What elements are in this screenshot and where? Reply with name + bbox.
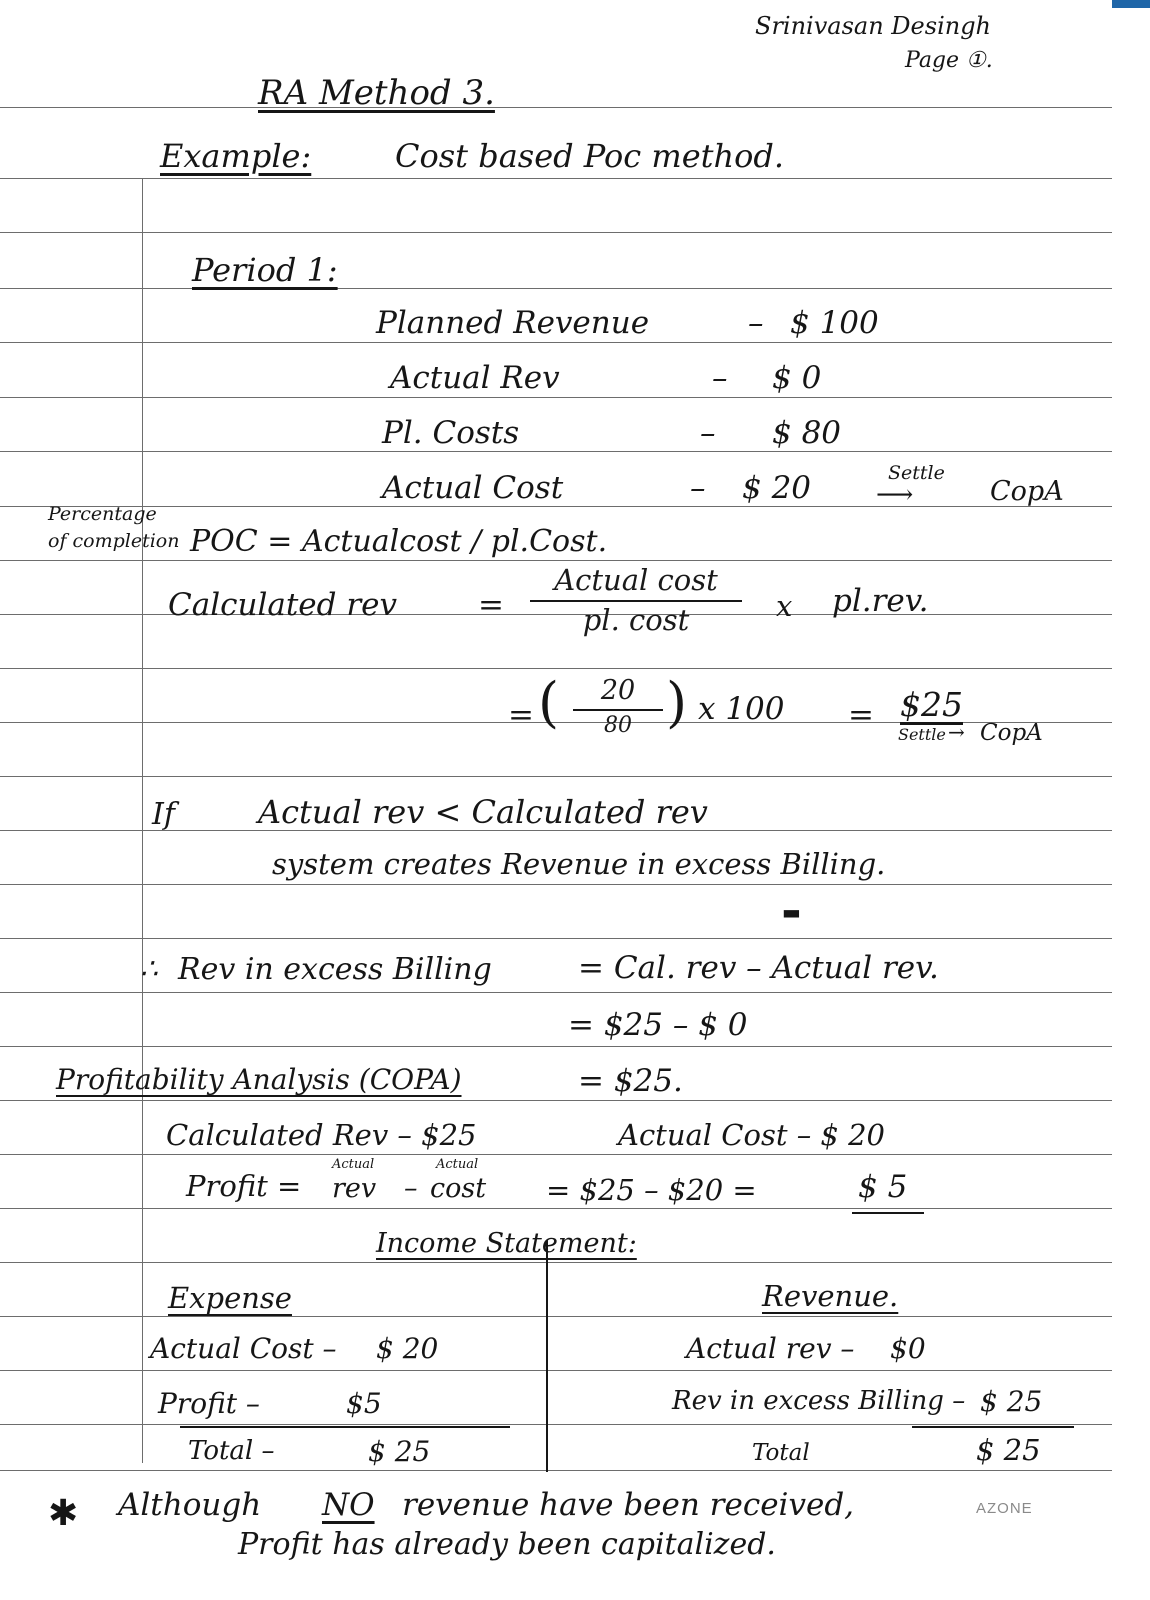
period-row-label: Planned Revenue [376,305,650,341]
period-row-label: Pl. Costs [382,415,520,451]
period-row-dash: – [712,360,728,396]
ruled-line [0,1316,1112,1317]
footnote-pre: Although [118,1487,262,1523]
ruled-line [0,938,1112,939]
calc-paren-close: ) [666,671,688,734]
footnote-line2: Profit has already been capitalized. [238,1527,776,1562]
scribble-mark: ▬ [782,900,801,924]
ruled-line [0,1208,1112,1209]
period-row-value: $ 80 [772,415,842,451]
excess-label: Rev in excess Billing [178,952,492,987]
period-row-dash: – [700,415,716,451]
period-label: Period 1: [192,251,338,289]
period-row-value: $ 20 [742,470,812,506]
calc-denominator: 80 [604,712,632,738]
result-arrow: → [948,720,965,744]
condition-statement: Actual rev < Calculated rev [258,793,708,831]
example-text: Cost based Poc method. [395,137,785,175]
copa-value: = $25. [578,1063,683,1099]
ruled-line [0,668,1112,669]
expense-row-value: $5 [346,1387,382,1420]
ruled-line [0,506,1112,507]
profit-value: $ 5 [858,1169,908,1205]
ruled-line [0,992,1112,993]
result-target: CopA [980,720,1043,746]
poc-note-line2: of completion [48,530,180,552]
formula-eq: = [478,587,504,623]
t-account-divider [546,1240,548,1472]
period-row-value: $ 0 [772,360,822,396]
ruled-line [0,1046,1112,1047]
expense-row-label: Profit – [158,1387,260,1420]
calculated-rev: Calculated Rev – $25 [166,1118,477,1152]
profit-cost: cost [430,1173,487,1204]
watermark: AZONE [976,1500,1033,1517]
period-row-label: Actual Cost [382,470,564,506]
formula-times: x [776,589,793,623]
poc-note-line1: Percentage [48,503,157,525]
settle-label: Settle [888,462,945,484]
expense-row-value: $ 20 [376,1332,439,1365]
formula-numerator: Actual cost [554,563,718,597]
page-number: Page ①. [905,48,993,73]
copa-label: Profitability Analysis (COPA) [56,1063,462,1096]
profit-above-cost: Actual [436,1157,479,1172]
income-title: Income Statement: [376,1228,637,1259]
if-word: If [152,797,175,832]
ruled-line [0,1370,1112,1371]
calc-eq2: = [848,697,874,733]
asterisk-icon: ✱ [48,1493,79,1534]
ruled-line [0,178,1112,179]
excess-eq1: = Cal. rev – Actual rev. [578,950,939,986]
author-name: Srinivasan Desingh [755,12,992,40]
profit-calc: = $25 – $20 = [546,1173,757,1207]
ruled-line [0,342,1112,343]
ruled-line [0,1470,1112,1471]
calc-fraction [568,676,668,738]
revenue-total-line [912,1426,1074,1428]
profit-minus: – [404,1173,418,1204]
footnote-post: revenue have been received, [402,1487,855,1523]
calc-numerator: 20 [600,675,636,706]
page-title: RA Method 3. [258,73,495,113]
period-row-value: $ 100 [790,305,879,341]
ruled-line [0,776,1112,777]
corner-mark [1112,0,1150,8]
fraction-bar [573,709,663,711]
revenue-row-value: $0 [890,1332,926,1365]
footnote-no: NO [322,1487,375,1523]
ruled-line [0,397,1112,398]
formula-rhs: pl.rev. [832,583,929,619]
result-settle: Settle [898,725,946,744]
revenue-row-label: Rev in excess Billing – [672,1386,966,1416]
fraction-bar [530,600,742,602]
margin-line [142,178,143,1463]
period-row-dash: – [748,305,764,341]
therefore-symbol: ∴ [140,952,158,985]
ruled-line [0,1424,1112,1425]
revenue-total-value: $ 25 [976,1433,1041,1467]
ruled-line [0,884,1112,885]
expense-total-label: Total – [188,1436,275,1466]
ruled-line [0,232,1112,233]
revenue-total-label: Total [752,1440,810,1466]
ruled-line [0,1100,1112,1101]
formula-denominator: pl. cost [582,602,690,637]
profit-above-rev: Actual [332,1157,375,1172]
example-label: Example: [160,137,312,175]
formula-lhs: Calculated rev [168,587,398,623]
expense-row-label: Actual Cost – [150,1332,337,1365]
profit-rev: rev [332,1173,377,1204]
condition-consequence: system creates Revenue in excess Billing. [272,847,886,881]
formula-fraction [530,565,742,637]
profit-label: Profit = [186,1169,302,1203]
ruled-line [0,451,1112,452]
calc-paren-open: ( [538,671,560,734]
settle-arrow: ⟶ [876,480,914,510]
ruled-line [0,288,1112,289]
actual-cost: Actual Cost – $ 20 [618,1118,885,1152]
calc-result: $25 [900,685,963,724]
calc-eq: = [508,697,534,733]
ruled-line [0,1262,1112,1263]
expense-total-value: $ 25 [368,1435,431,1468]
expense-total-line [180,1426,510,1428]
profit-underline [852,1212,924,1214]
revenue-header: Revenue. [762,1279,899,1313]
settle-target: CopA [990,476,1064,507]
revenue-row-label: Actual rev – [686,1332,855,1365]
ruled-line [0,560,1112,561]
calc-tail: x 100 [698,691,785,727]
ruled-line [0,1154,1112,1155]
revenue-row-value: $ 25 [980,1385,1043,1418]
expense-header: Expense [168,1281,292,1315]
period-row-dash: – [690,470,706,506]
poc-definition: POC = Actualcost / pl.Cost. [190,524,608,559]
excess-eq2: = $25 – $ 0 [568,1007,748,1043]
period-row-label: Actual Rev [390,360,560,396]
ruled-line [0,107,1112,108]
